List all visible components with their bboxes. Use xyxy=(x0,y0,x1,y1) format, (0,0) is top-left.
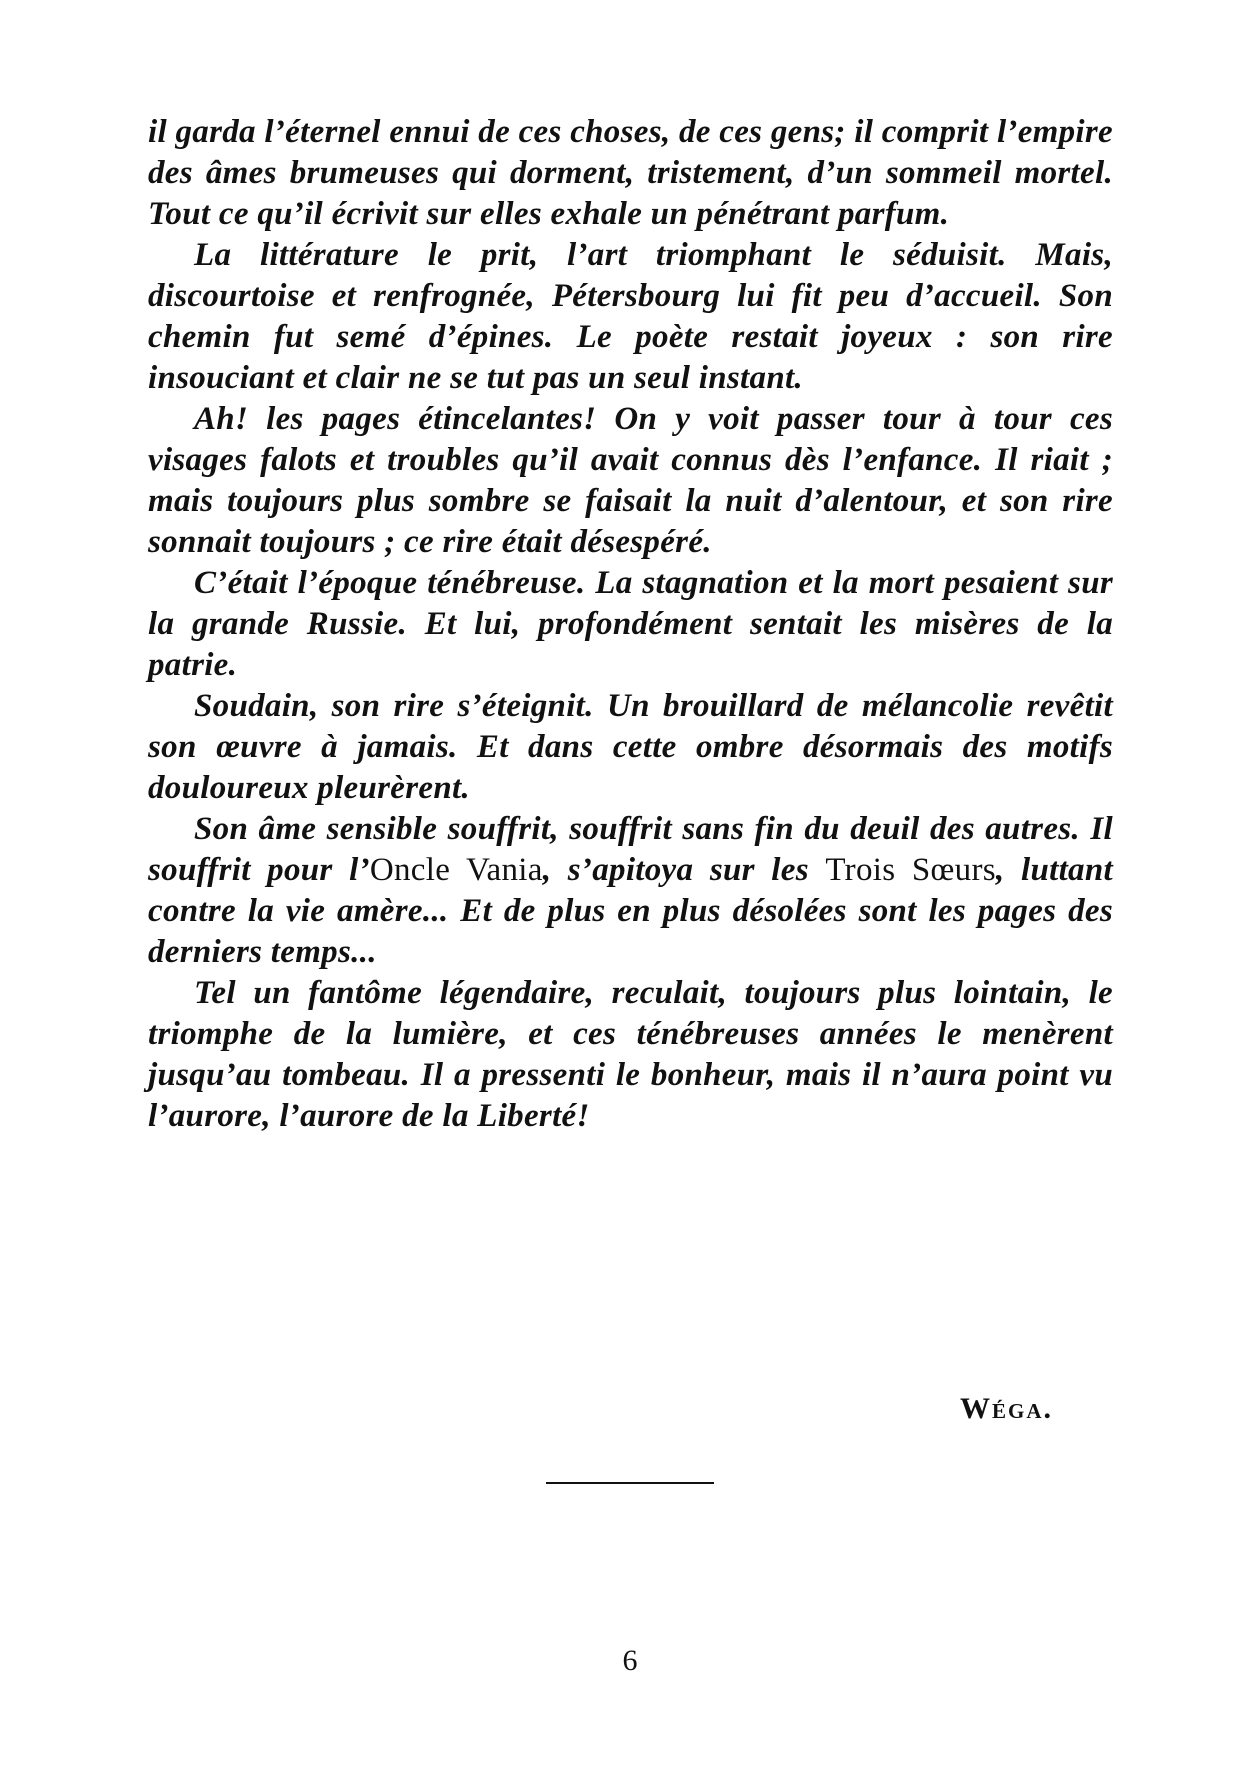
separator-rule xyxy=(546,1482,714,1484)
paragraph-3: Ah! les pages étincelantes! On y voit passer tour à tour ces visages falots et troubles qu’il avait connus dès l’enfance. Il riait ; mais toujours plus sombre se faisait la nuit d’alentour, et son rire sonnait toujours ; ce rire était désespéré. xyxy=(148,401,1113,560)
paragraph-7: Tel un fantôme légendaire, reculait, toujours plus lointain, le triomphe de la lumière, et ces ténébreuses années le menèrent jusqu’au tombeau. Il a pressenti le bonheur, mais il n’aura point vu l’aurore, l’aurore de la Liberté! xyxy=(148,975,1113,1134)
page-number: 6 xyxy=(622,1644,638,1677)
paragraph-4: C’était l’époque ténébreuse. La stagnation et la mort pesaient sur la grande Russie. Et lui, profondément sentait les misères de la patrie. xyxy=(148,565,1113,683)
title-trois-soeurs: Trois Sœurs xyxy=(825,852,996,888)
paragraph-6 xyxy=(148,809,1113,973)
paragraph-6-text-1: Son âme sensible souffrit, souffrit sans fin du deuil des autres. Il souffrit pour l’ xyxy=(148,811,1113,888)
paragraph-1: il garda l’éternel ennui de ces choses, de ces gens; il comprit l’empire des âmes brumeuses qui dorment, tristement, d’un sommeil mortel. Tout ce qu’il écrivit sur elles exhale un pénétrant parfum. xyxy=(148,114,1113,232)
paragraph-2: La littérature le prit, l’art triomphant le séduisit. Mais, discourtoise et renfrognée, Pétersbourg lui fit peu d’accueil. Son chemin fut semé d’épines. Le poète restait joyeux : son rire insouciant et clair ne se tut pas un seul instant. xyxy=(148,237,1113,396)
paragraph-6-text-2: , s’apitoya sur les xyxy=(542,852,826,888)
paragraph-5: Soudain, son rire s’éteignit. Un brouillard de mélancolie revêtit son œuvre à jamais. Et dans cette ombre désormais des motifs douloureux pleurèrent. xyxy=(148,688,1113,806)
title-oncle-vania: Oncle Vania xyxy=(369,852,543,888)
author-signature: Wéga. xyxy=(960,1392,1054,1425)
paragraph-6-text-3: , luttant contre la vie amère... Et de plus en plus désolées sont les pages des derniers temps... xyxy=(148,852,1113,970)
article-text xyxy=(148,112,1113,1137)
